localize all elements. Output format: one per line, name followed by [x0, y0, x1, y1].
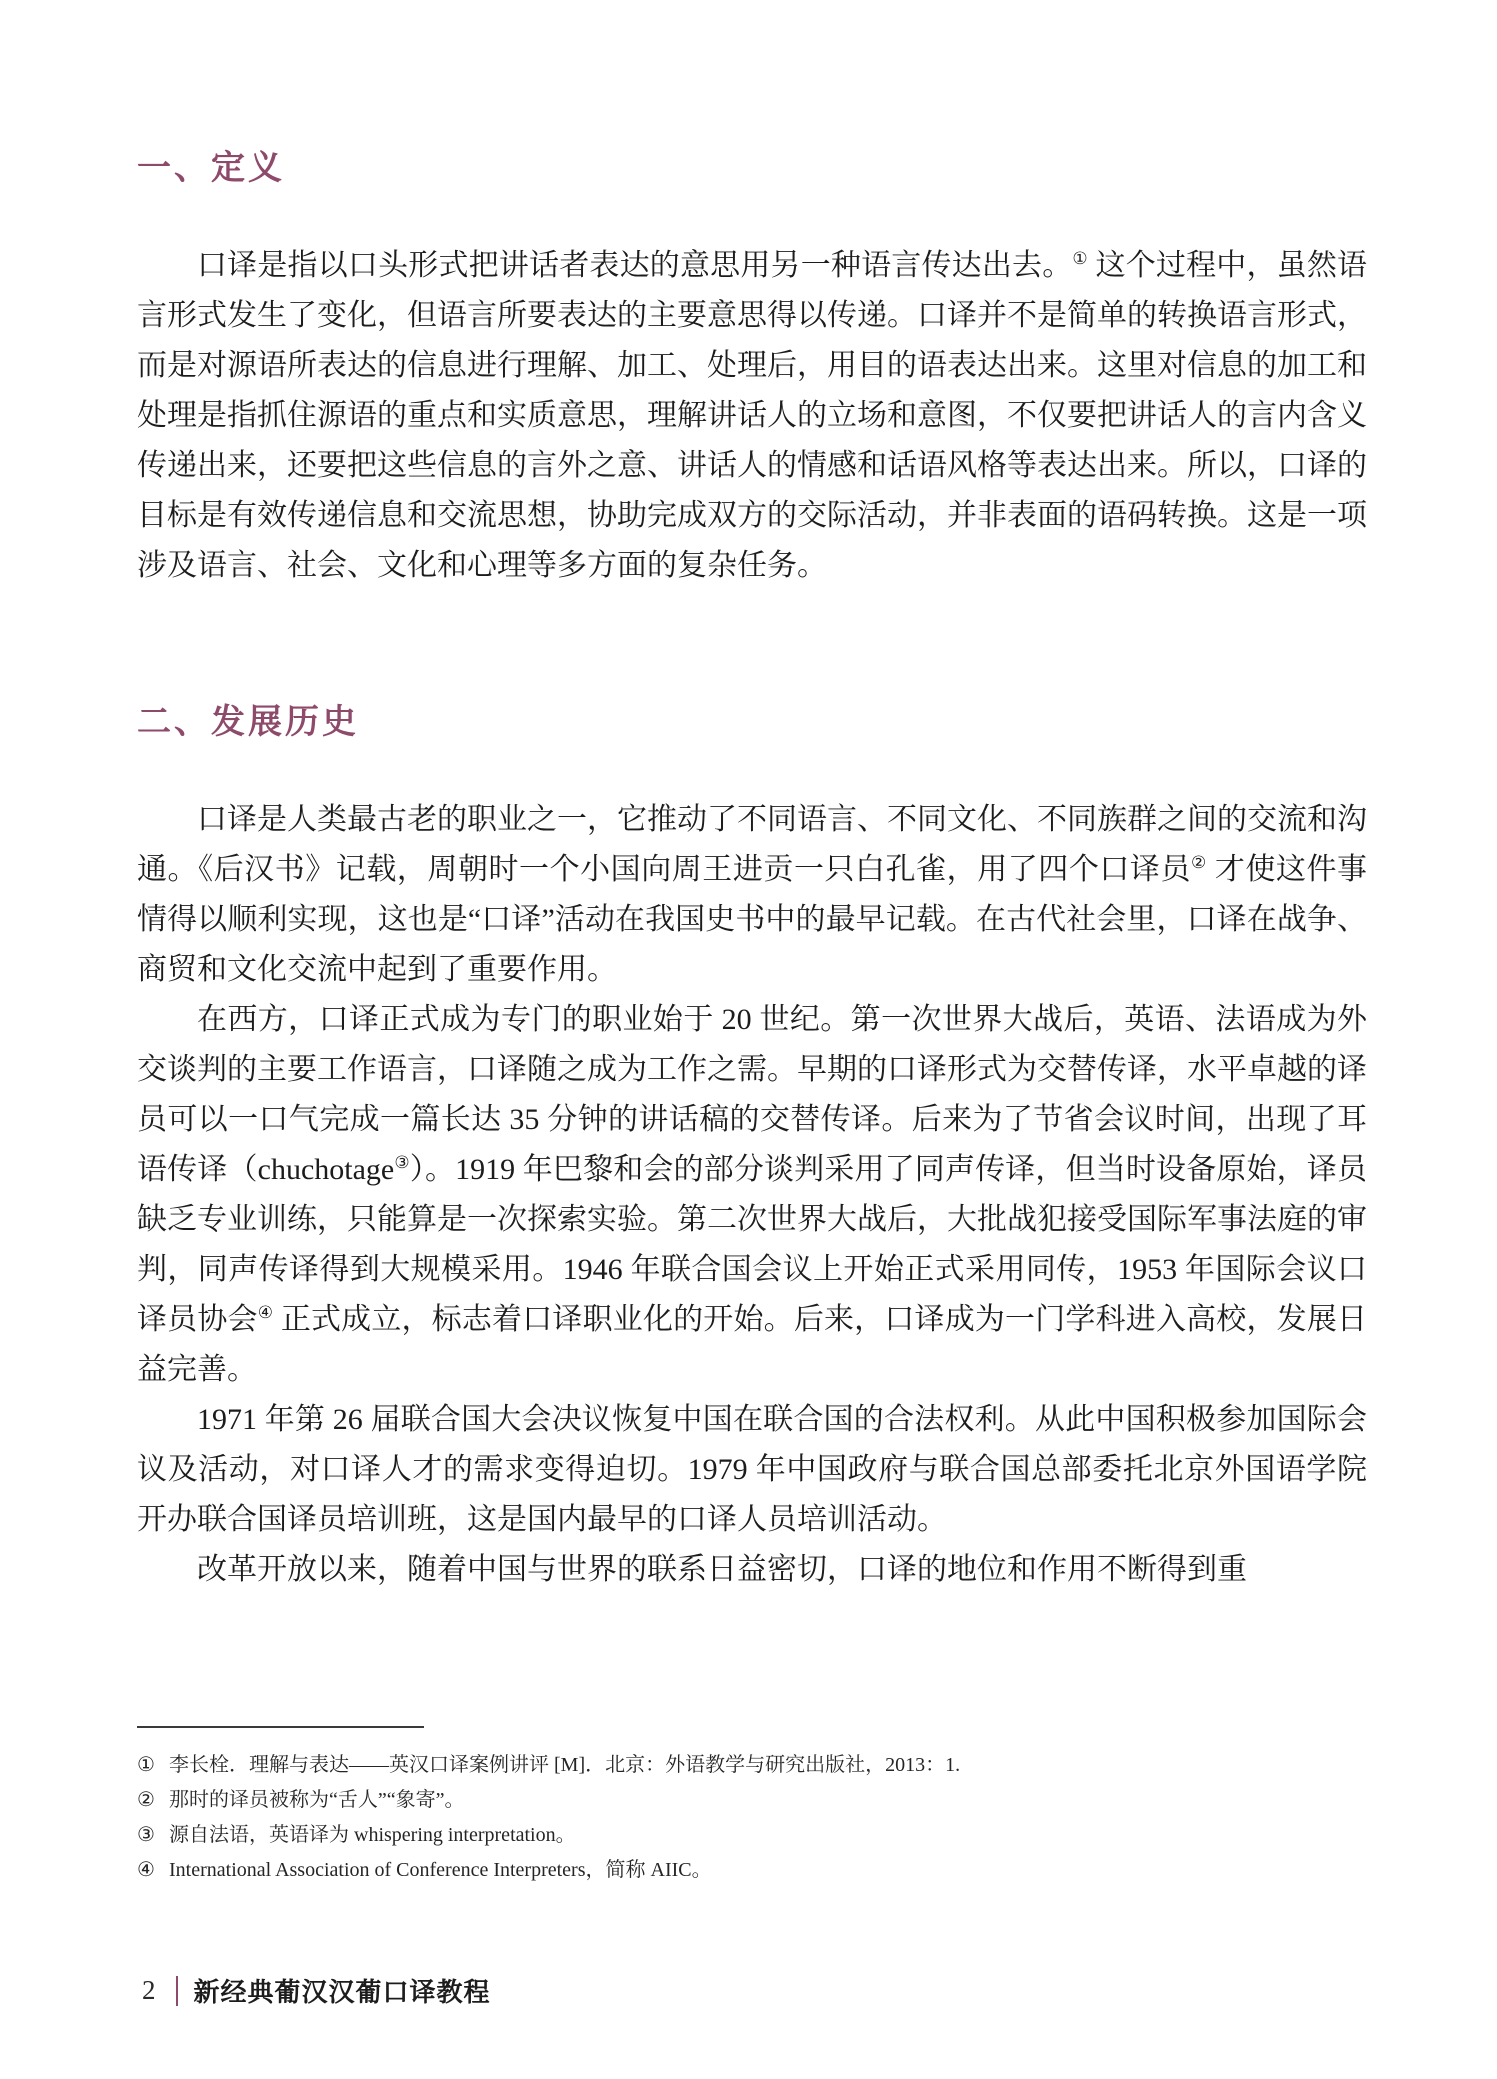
footnote-text: 李长栓．理解与表达——英汉口译案例讲评 [M]．北京：外语教学与研究出版社，2013：1.: [169, 1754, 961, 1776]
footnotes: [137, 1726, 1367, 1888]
footnote-list: [137, 1748, 1367, 1888]
footnote: [137, 1783, 1367, 1818]
footnote-ref-marker: ①: [1072, 249, 1088, 268]
section-history: [137, 694, 1367, 1595]
footnote-ref-marker: ④: [257, 1303, 274, 1322]
paragraph: 口译是指以口头形式把讲话者表达的意思用另一种语言传达出去。① 这个过程中，虽然语言形式发生了变化，但语言所要表达的主要意思得以传递。口译并不是简单的转换语言形式，而是对源语所表达的信息进行理解、加工、处理后，用目的语表达出来。这里对信息的加工和处理是指抓住源语的重点和实质意思，理解讲话人的立场和意图，不仅要把讲话人的言内含义传递出来，还要把这些信息的言外之意、讲话人的情感和话语风格等表达出来。所以，口译的目标是有效传递信息和交流思想，协助完成双方的交际活动，并非表面的语码转换。这是一项涉及语言、社会、文化和心理等多方面的复杂任务。: [137, 249, 1368, 582]
page-footer: [142, 1972, 491, 2009]
footnote: [137, 1853, 1367, 1888]
footnote-text: 源自法语，英语译为 whispering interpretation。: [169, 1824, 576, 1846]
section-definition: [137, 140, 1367, 591]
paragraph: 1971 年第 26 届联合国大会决议恢复中国在联合国的合法权利。从此中国积极参加国际会议及活动，对口译人才的需求变得迫切。1979 年中国政府与联合国总部委托北京外国语学院开办联合国译员培训班，这是国内最早的口译人员培训活动。: [137, 1403, 1367, 1536]
section-heading-history: 二、发展历史: [137, 704, 359, 741]
footnote-text: International Association of Conference Interpreters，简称 AIIC。: [169, 1859, 712, 1881]
section-body-history: [137, 795, 1367, 1595]
footnote-ref-marker: ③: [394, 1153, 410, 1172]
paragraph: 在西方，口译正式成为专门的职业始于 20 世纪。第一次世界大战后，英语、法语成为外交谈判的主要工作语言，口译随之成为工作之需。早期的口译形式为交替传译，水平卓越的译员可以一口气完成一篇长达 35 分钟的讲话稿的交替传译。后来为了节省会议时间，出现了耳语传译（chuchotage③）。1919 年巴黎和会的部分谈判采用了同声传译，但当时设备原始，译员缺乏专业训练，只能算是一次探索实验。第二次世界大战后，大批战犯接受国际军事法庭的审判，同声传译得到大规模采用。1946 年联合国会议上开始正式采用同传，1953 年国际会议口译员协会④ 正式成立，标志着口译职业化的开始。后来，口译成为一门学科进入高校，发展日益完善。: [137, 1003, 1368, 1386]
page-content: [0, 140, 1497, 1595]
footnote-text: 那时的译员被称为“舌人”“象寄”。: [169, 1789, 465, 1811]
section-body-definition: [137, 241, 1367, 591]
footnote-number: ①: [137, 1754, 155, 1776]
footnote-number: ②: [137, 1789, 155, 1811]
footnote: [137, 1818, 1367, 1853]
footnote-separator: [137, 1726, 424, 1728]
footnote: [137, 1748, 1367, 1783]
paragraph: 改革开放以来，随着中国与世界的联系日益密切，口译的地位和作用不断得到重: [197, 1553, 1247, 1586]
section-heading-definition: 一、定义: [137, 150, 285, 187]
footnote-number: ④: [137, 1859, 155, 1881]
footnote-number: ③: [137, 1824, 155, 1846]
footer-divider: [176, 1976, 178, 2006]
page-number: 2: [142, 1975, 156, 2005]
footnote-ref-marker: ②: [1191, 853, 1207, 872]
book-title: 新经典葡汉汉葡口译教程: [193, 1978, 491, 2007]
paragraph: 口译是人类最古老的职业之一，它推动了不同语言、不同文化、不同族群之间的交流和沟通。《后汉书》记载，周朝时一个小国向周王进贡一只白孔雀，用了四个口译员② 才使这件事情得以顺利实现，这也是“口译”活动在我国史书中的最早记载。在古代社会里，口译在战争、商贸和文化交流中起到了重要作用。: [137, 803, 1368, 986]
